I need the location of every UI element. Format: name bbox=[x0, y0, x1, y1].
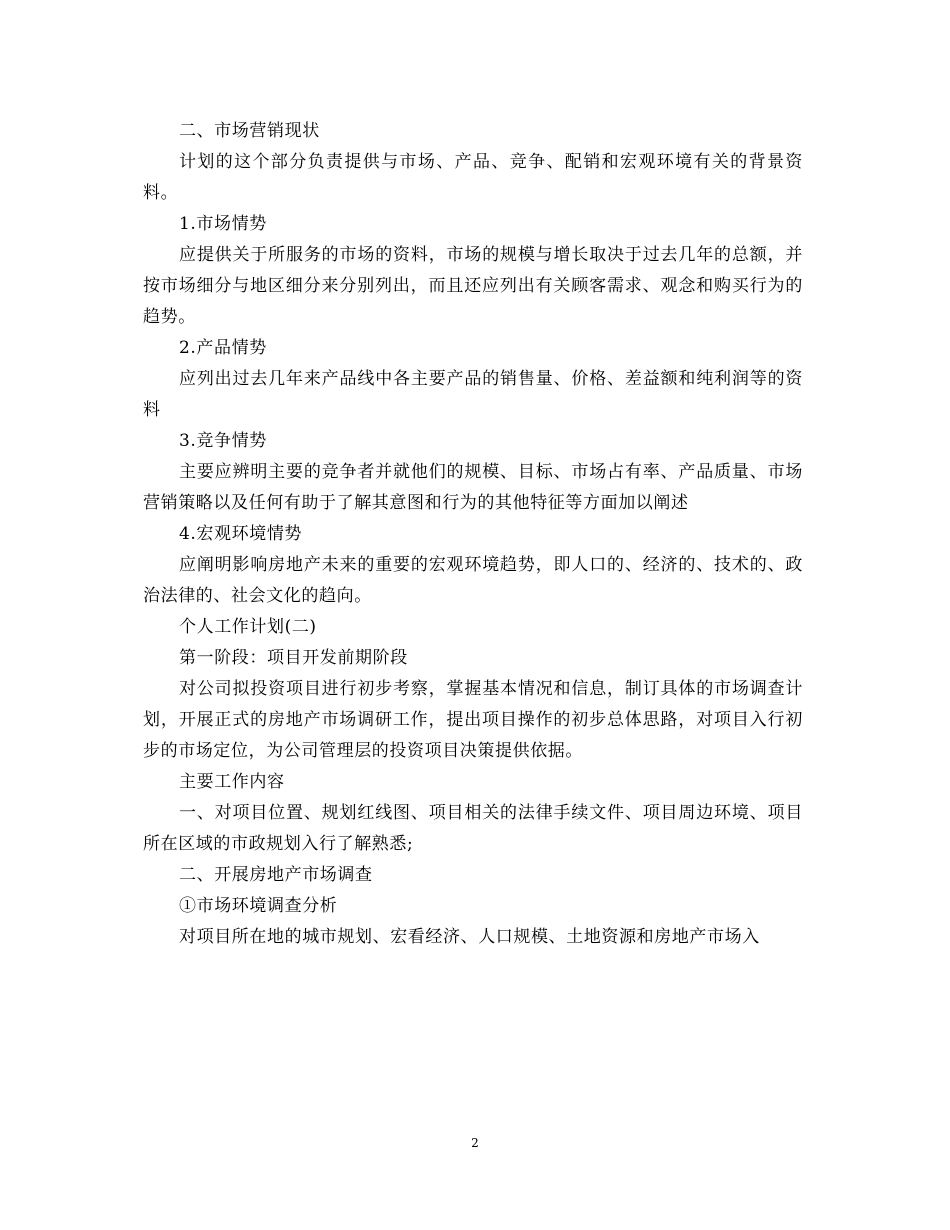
paragraph-competition: 主要应辨明主要的竞争者并就他们的规模、目标、市场占有率、产品质量、市场营销策略以及任何有助于了解其意图和行为的其他特征等方面加以阐述 bbox=[143, 462, 803, 513]
paragraph-product: 应列出过去几年来产品线中各主要产品的销售量、价格、差益额和纯利润等的资料 bbox=[143, 369, 803, 420]
paragraph-task-two: 二、开展房地产市场调查 bbox=[179, 865, 373, 885]
subheading-product: 2.产品情势 bbox=[179, 338, 267, 358]
document-body bbox=[143, 116, 803, 953]
paragraph-phase-one: 对公司拟投资项目进行初步考察，掌握基本情况和信息，制订具体的市场调查计划，开展正式的房地产市场调研工作，提出项目操作的初步总体思路，对项目入行初步的市场定位，为公司管理层的投资项目决策提供依据。 bbox=[143, 679, 803, 761]
subheading-macro: 4.宏观环境情势 bbox=[179, 524, 303, 544]
subheading-main-tasks: 主要工作内容 bbox=[179, 772, 285, 792]
paragraph-intro: 计划的这个部分负责提供与市场、产品、竞争、配销和宏观环境有关的背景资料。 bbox=[143, 152, 803, 203]
subheading-phase-one: 第一阶段：项目开发前期阶段 bbox=[179, 648, 408, 668]
paragraph-macro: 应阐明影响房地产未来的重要的宏观环境趋势，即人口的、经济的、技术的、政治法律的、社会文化的趋向。 bbox=[143, 555, 803, 606]
subheading-environment-analysis: ①市场环境调查分析 bbox=[179, 896, 338, 916]
section-heading-work-plan: 个人工作计划(二) bbox=[179, 617, 317, 637]
paragraph-task-one: 一、对项目位置、规划红线图、项目相关的法律手续文件、项目周边环境、项目所在区域的市政规划入行了解熟悉; bbox=[143, 803, 803, 854]
paragraph-market: 应提供关于所服务的市场的资料，市场的规模与增长取决于过去几年的总额，并按市场细分与地区细分来分别列出，而且还应列出有关顾客需求、观念和购买行为的趋势。 bbox=[143, 245, 803, 327]
section-heading-marketing-status: 二、市场营销现状 bbox=[179, 121, 320, 141]
subheading-competition: 3.竞争情势 bbox=[179, 431, 267, 451]
subheading-market: 1.市场情势 bbox=[179, 214, 267, 234]
paragraph-environment-analysis: 对项目所在地的城市规划、宏看经济、人口规模、土地资源和房地产市场入 bbox=[179, 927, 760, 947]
page-number: 2 bbox=[471, 1136, 479, 1150]
